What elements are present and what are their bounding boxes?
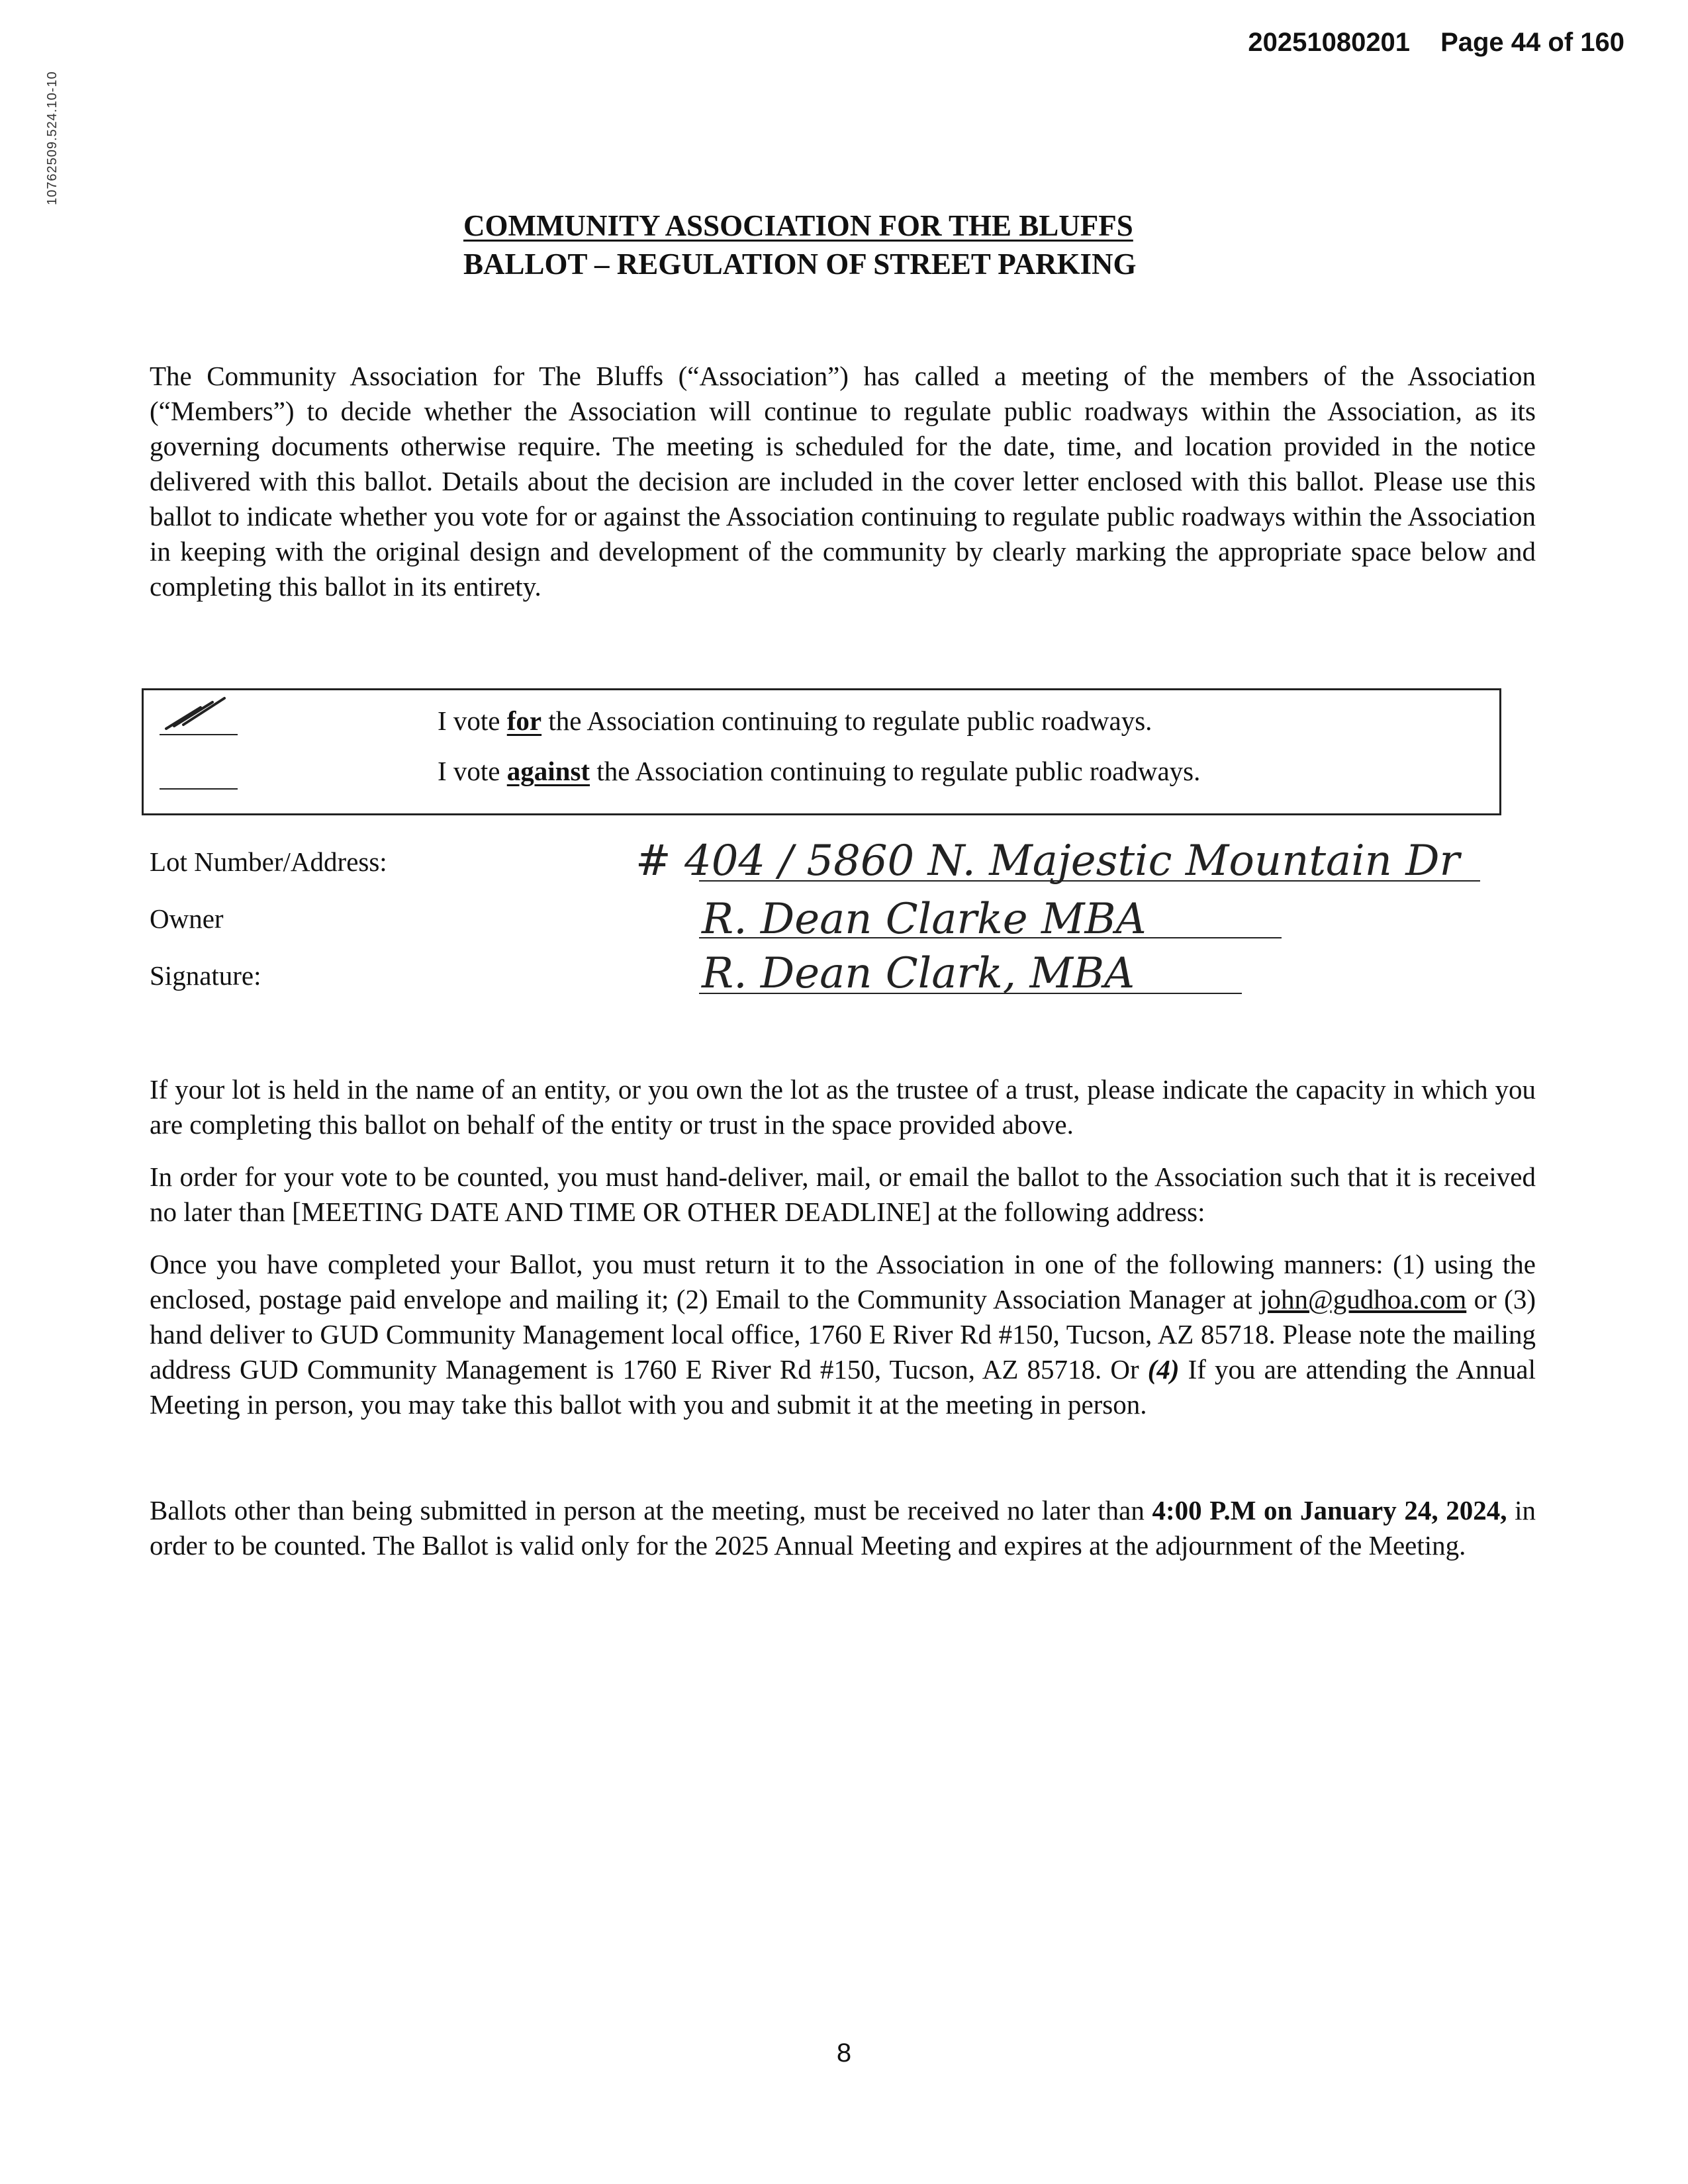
entity-paragraph: If your lot is held in the name of an entity, or you own the lot as the trustee of a trust, please indicate the capacity in which you are completing this ballot on behalf of the entity or trust in the space provided above. (150, 1074, 1536, 1140)
page-indicator: Page 44 of 160 (1440, 28, 1624, 57)
deadline-date: 4:00 P.M on January 24, 2024, (1152, 1495, 1507, 1525)
hand-mark-icon (161, 696, 234, 735)
deadline-text-2: in order to be counted. The Ballot is valid only for the 2025 Annual Meeting and expires at the adjournment of the Meeting. (150, 1495, 1536, 1561)
owner-value: R. Dean Clarke MBA (702, 895, 1147, 944)
title-line-2: BALLOT – REGULATION OF STREET PARKING (463, 248, 1137, 281)
vote-for-prefix: I vote (438, 705, 507, 736)
vote-against-suffix: the Association continuing to regulate public roadways. (590, 756, 1201, 786)
deadline-paragraph (150, 1493, 1536, 1563)
vote-for-blank[interactable] (160, 734, 238, 735)
vote-for-option (438, 705, 1152, 737)
lot-address-label: Lot Number/Address: (150, 846, 387, 877)
return-text-3: If you are attending the Annual Meeting in person, you may take this ballot with you and submit it at the meeting in person. (150, 1354, 1536, 1420)
handwritten-entries (635, 814, 1509, 1019)
return-text-1: Once you have completed your Ballot, you must return it to the Association in one of the following manners: (1) using the enclosed, postage paid envelope and mailing it; (2) Email to the Community Association Manager at (150, 1249, 1536, 1314)
title-line-1: COMMUNITY ASSOCIATION FOR THE BLUFFS (463, 209, 1133, 242)
vote-against-option (438, 755, 1200, 787)
vote-for-suffix: the Association continuing to regulate public roadways. (541, 705, 1152, 736)
manager-email-link[interactable]: john@gudhoa.com (1260, 1284, 1467, 1314)
intro-paragraph: The Community Association for The Bluffs (“Association”) has called a meeting of the members of the Association (“Members”) to decide whether the Association will continue to regulate public roadways within the Association, as its governing documents otherwise require. The meeting is scheduled for the date, time, and location provided in the notice delivered with this ballot. Details about the decision are included in the cover letter enclosed with this ballot. Please use this ballot to indicate whether you vote for or against the Association continuing to regulate public roadways within the Association in keeping with the original design and development of the community by clearly marking the appropriate space below and completing this ballot in its entirety. (150, 361, 1536, 602)
vote-against-blank[interactable] (160, 788, 238, 790)
deadline-text-1: Ballots other than being submitted in person at the meeting, must be received no later than (150, 1495, 1152, 1525)
return-paragraph (150, 1247, 1536, 1422)
document-header (1248, 28, 1624, 58)
vote-for-keyword: for (506, 705, 542, 736)
vote-against-keyword: against (506, 756, 590, 786)
page-number: 8 (836, 2038, 852, 2068)
vote-against-prefix: I vote (438, 756, 507, 786)
signature-label: Signature: (150, 960, 261, 991)
owner-label: Owner (150, 903, 224, 934)
return-text-2: or (3) hand deliver to GUD Community Management local office, 1760 E River Rd #150, Tucson, AZ 85718. Please note the mailing address GUD Community Management is 1760 E River Rd #150, Tucson, AZ 85718. Or (150, 1284, 1536, 1385)
vote-box (142, 688, 1501, 815)
return-option-4: (4) (1147, 1354, 1180, 1385)
lot-address-value: # 404 / 5860 N. Majestic Mountain Dr (635, 837, 1460, 886)
delivery-paragraph: In order for your vote to be counted, you must hand-deliver, mail, or email the ballot to the Association such that it is received no later than [MEETING DATE AND TIME OR OTHER DEADLINE] at the following address: (150, 1161, 1536, 1227)
signature-value: R. Dean Clark, MBA (702, 949, 1135, 998)
ballot-title (463, 206, 1258, 283)
side-stamp: 10762509.524.10-10 (45, 71, 60, 205)
document-number: 20251080201 (1248, 28, 1411, 57)
